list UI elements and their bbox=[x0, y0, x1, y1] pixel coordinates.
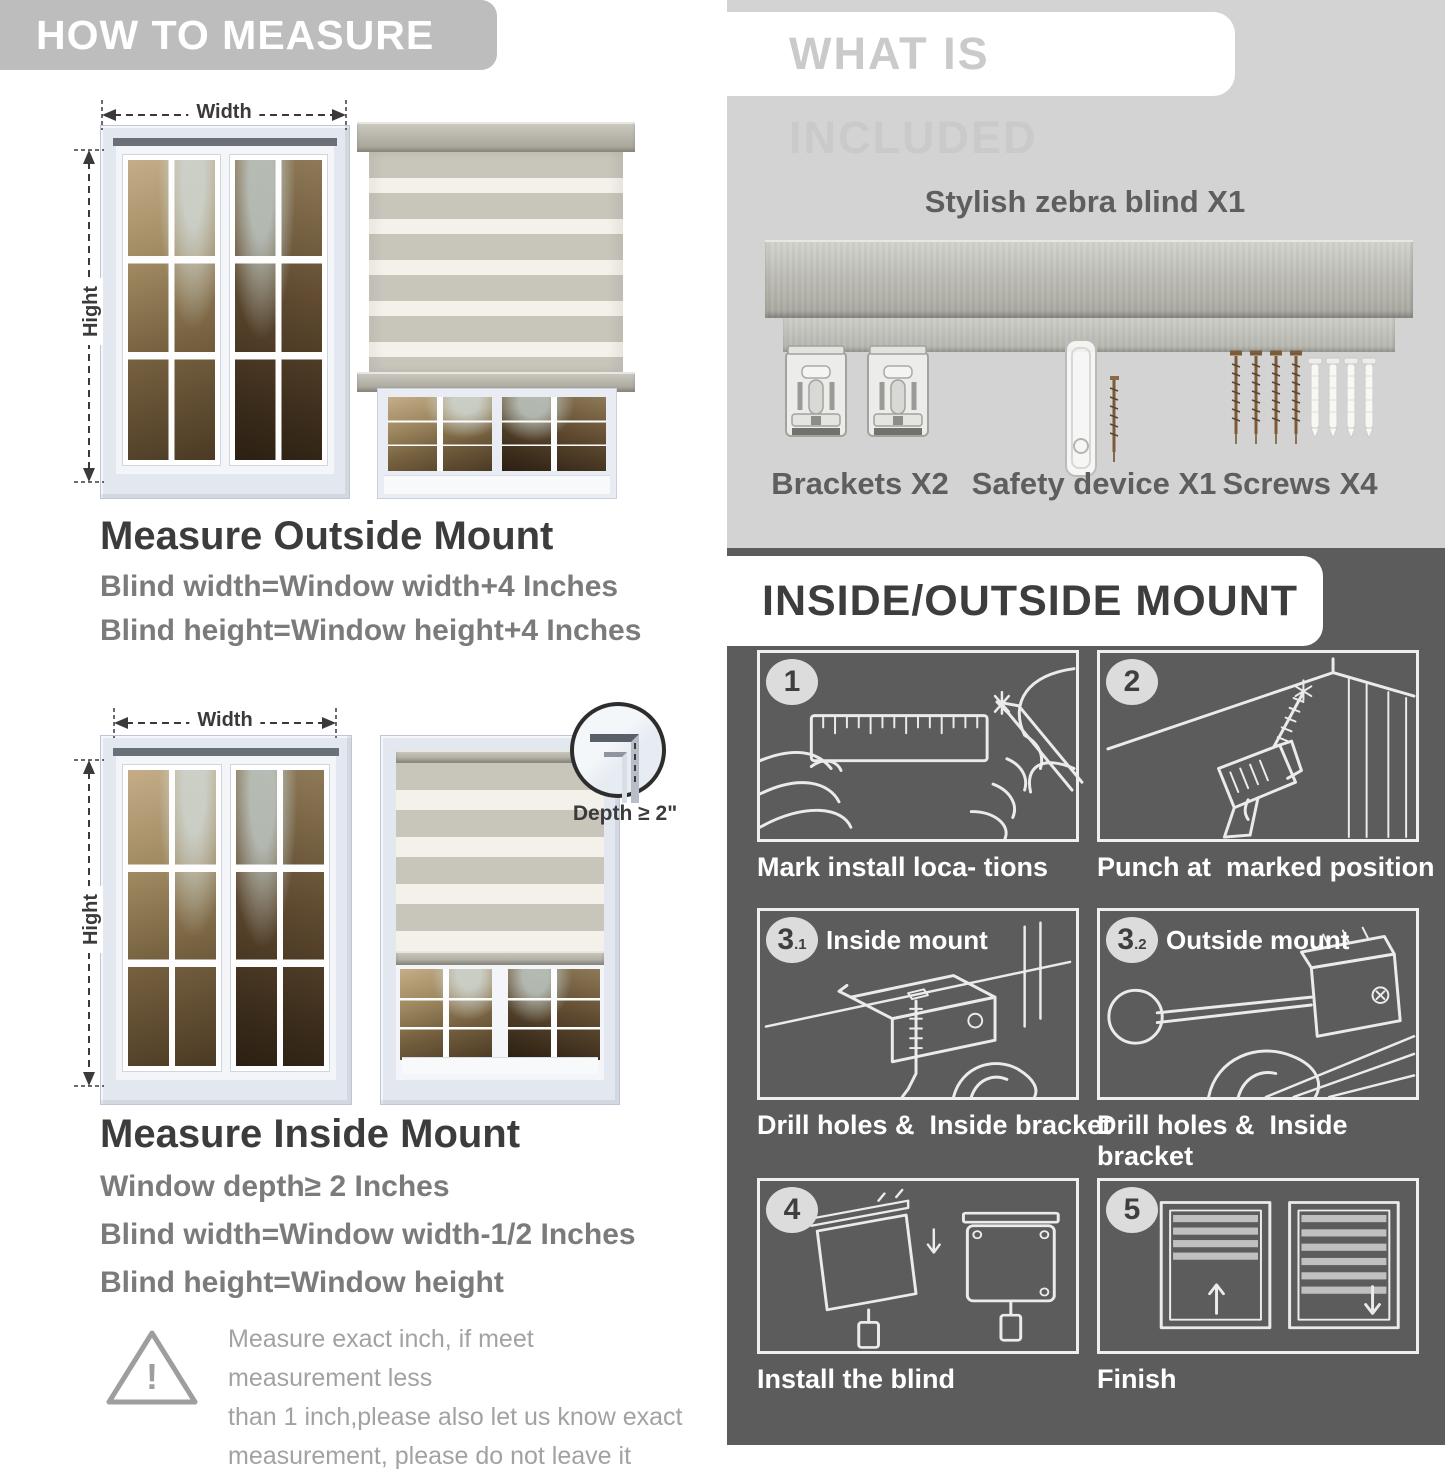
window-fragment bbox=[377, 388, 617, 499]
window-top-track bbox=[113, 748, 339, 756]
blind-headrail-product bbox=[765, 240, 1413, 318]
what-is-included-header: WHAT IS INCLUDED bbox=[727, 12, 1235, 96]
width-arrow bbox=[100, 100, 348, 130]
step-caption: Install the blind bbox=[757, 1364, 956, 1394]
safety-device-label: Safety device X1 bbox=[971, 466, 1217, 501]
step-caption: Mark install loca- tions bbox=[757, 852, 1049, 882]
screws-graphic bbox=[1226, 350, 1306, 450]
warning-icon bbox=[104, 1326, 200, 1410]
step-caption: Drill holes & Inside bracket bbox=[1097, 1110, 1356, 1171]
mount-section-header: INSIDE/OUTSIDE MOUNT bbox=[727, 556, 1323, 646]
step-caption: Drill holes & Inside bracket bbox=[757, 1110, 1112, 1140]
step-badge: 5 bbox=[1106, 1187, 1158, 1233]
step-badge: 2 bbox=[1106, 659, 1158, 705]
step-panel-4 bbox=[757, 1178, 1079, 1354]
outside-mount-heading: Measure Outside Mount bbox=[100, 514, 554, 558]
window-sash bbox=[229, 154, 328, 466]
outside-mount-line: Blind height=Window height+4 Inches bbox=[100, 614, 642, 647]
outside-mount-window-illustration bbox=[100, 125, 350, 499]
step-panel-1 bbox=[757, 650, 1079, 842]
outside-mount-blind-illustration bbox=[357, 122, 635, 497]
inside-mount-window-illustration bbox=[100, 735, 352, 1105]
brackets-graphic bbox=[784, 344, 934, 444]
inside-mount-blind-illustration bbox=[380, 735, 620, 1105]
width-arrow bbox=[112, 708, 338, 738]
step-badge: 1 bbox=[766, 659, 818, 705]
warning-text: Measure exact inch, if meet measurement less than 1 inch,please also let us know exact measurement, please do not leave it bbox=[228, 1325, 683, 1470]
window-sill bbox=[402, 1057, 598, 1074]
window-glass-fragment bbox=[396, 965, 604, 1064]
inside-mount-line: Blind width=Window width-1/2 Inches bbox=[100, 1218, 636, 1251]
blind-headrail bbox=[357, 122, 635, 152]
depth-detail-circle bbox=[570, 702, 666, 798]
depth-label: Depth ≥ 2" bbox=[572, 802, 678, 825]
blind-bottom-rail bbox=[396, 951, 604, 965]
step-panel-3-2 bbox=[1097, 908, 1419, 1100]
step-caption: Punch at marked position bbox=[1097, 852, 1435, 882]
step-badge: 4 bbox=[766, 1187, 818, 1233]
window-sash bbox=[122, 764, 222, 1072]
step-badge: 3.1 bbox=[766, 917, 818, 963]
step-panel-5 bbox=[1097, 1178, 1419, 1354]
hight-label: Hight bbox=[80, 278, 103, 345]
step-panel-3-1 bbox=[757, 908, 1079, 1100]
step-caption: Finish bbox=[1097, 1364, 1177, 1394]
window-sill bbox=[384, 475, 610, 494]
step-title: Outside mount bbox=[1166, 925, 1350, 955]
inside-mount-heading: Measure Inside Mount bbox=[100, 1112, 521, 1156]
window-sash bbox=[230, 764, 330, 1072]
wall-anchors-graphic bbox=[1306, 358, 1378, 446]
screws-label: Screws X4 bbox=[1222, 466, 1378, 501]
hight-arrow bbox=[74, 148, 104, 484]
how-to-measure-header: HOW TO MEASURE bbox=[0, 0, 497, 70]
width-label: Width bbox=[188, 101, 259, 124]
inside-mount-line: Window depth≥ 2 Inches bbox=[100, 1170, 450, 1203]
warning-exclamation: ! bbox=[146, 1356, 158, 1397]
step-panel-2 bbox=[1097, 650, 1419, 842]
step-badge: 3.2 bbox=[1106, 917, 1158, 963]
brackets-label: Brackets X2 bbox=[771, 466, 949, 501]
inside-mount-line: Blind height=Window height bbox=[100, 1266, 504, 1299]
width-label: Width bbox=[189, 709, 260, 732]
outside-mount-line: Blind width=Window width+4 Inches bbox=[100, 570, 619, 603]
blind-item-label: Stylish zebra blind X1 bbox=[924, 184, 1246, 219]
hight-label: Hight bbox=[80, 886, 103, 953]
blind-fabric bbox=[369, 152, 623, 372]
hight-arrow bbox=[74, 758, 104, 1088]
step-title: Inside mount bbox=[826, 925, 988, 955]
window-top-track bbox=[113, 138, 337, 146]
blind-fabric bbox=[396, 763, 604, 951]
window-sash bbox=[122, 154, 221, 466]
